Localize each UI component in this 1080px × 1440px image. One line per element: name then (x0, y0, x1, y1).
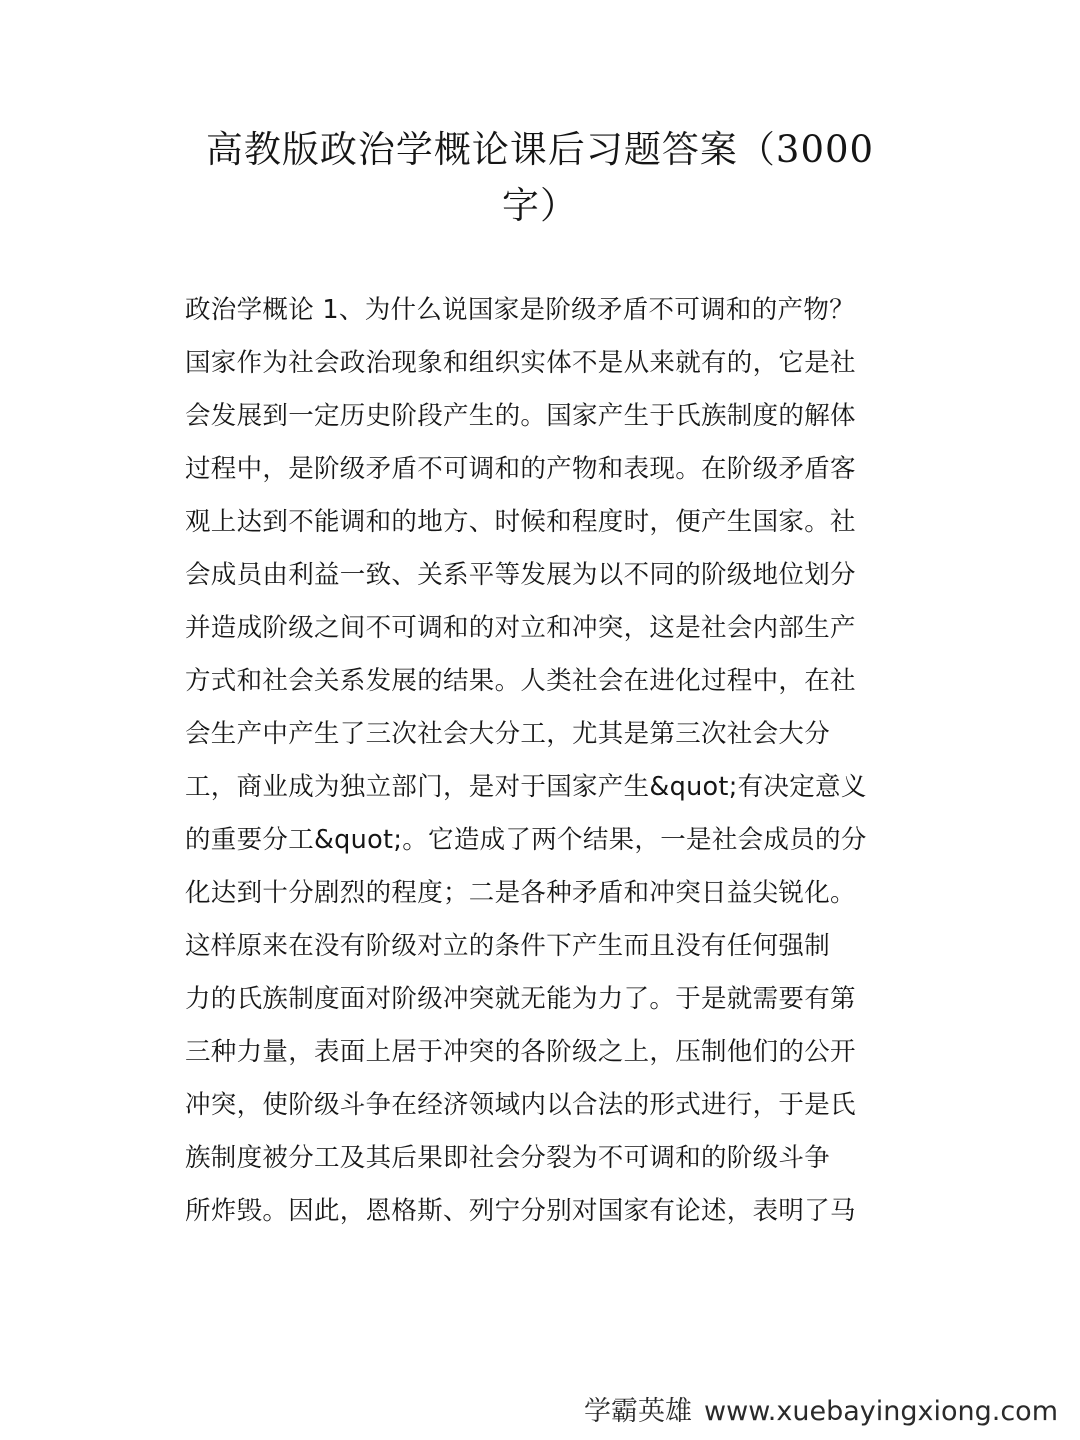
body-line: 会生产中产生了三次社会大分工，尤其是第三次社会大分 (185, 719, 831, 749)
body-line: 族制度被分工及其后果即社会分裂为不可调和的阶级斗争 (185, 1143, 831, 1173)
body-line: 冲突，使阶级斗争在经济领域内以合法的形式进行，于是氏 (185, 1090, 856, 1120)
title-line-2: 字） (502, 184, 578, 227)
body-text (185, 284, 900, 1238)
body-line: 会发展到一定历史阶段产生的。国家产生于氏族制度的解体 (185, 401, 856, 431)
body-line: 观上达到不能调和的地方、时候和程度时，便产生国家。社 (185, 507, 856, 537)
body-line: 化达到十分剧烈的程度；二是各种矛盾和冲突日益尖锐化。 (185, 878, 856, 908)
body-line: 所炸毁。因此，恩格斯、列宁分别对国家有论述，表明了马 (185, 1196, 856, 1226)
body-line: 会成员由利益一致、关系平等发展为以不同的阶级地位划分 (185, 560, 856, 590)
watermark-brand: 学霸英雄 (584, 1396, 693, 1427)
body-line: 三种力量，表面上居于冲突的各阶级之上，压制他们的公开 (185, 1037, 856, 1067)
body-line: 政治学概论 1、为什么说国家是阶级矛盾不可调和的产物？ (185, 295, 855, 325)
body-line: 的重要分工&quot;。它造成了两个结果，一是社会成员的分 (185, 825, 867, 855)
body-line: 国家作为社会政治现象和组织实体不是从来就有的，它是社 (185, 348, 856, 378)
body-line: 力的氏族制度面对阶级冲突就无能为力了。于是就需要有第 (185, 984, 856, 1014)
document-title (150, 122, 930, 234)
body-line: 这样原来在没有阶级对立的条件下产生而且没有任何强制 (185, 931, 831, 961)
watermark (584, 1390, 1058, 1434)
watermark-url: www.xuebayingxiong.com (704, 1396, 1058, 1427)
body-line: 并造成阶级之间不可调和的对立和冲突，这是社会内部生产 (185, 613, 856, 643)
body-line: 过程中，是阶级矛盾不可调和的产物和表现。在阶级矛盾客 (185, 454, 856, 484)
body-line: 方式和社会关系发展的结果。人类社会在进化过程中，在社 (185, 666, 856, 696)
body-line: 工，商业成为独立部门，是对于国家产生&quot;有决定意义 (185, 772, 867, 802)
title-line-1: 高教版政治学概论课后习题答案（3000 (205, 128, 875, 171)
